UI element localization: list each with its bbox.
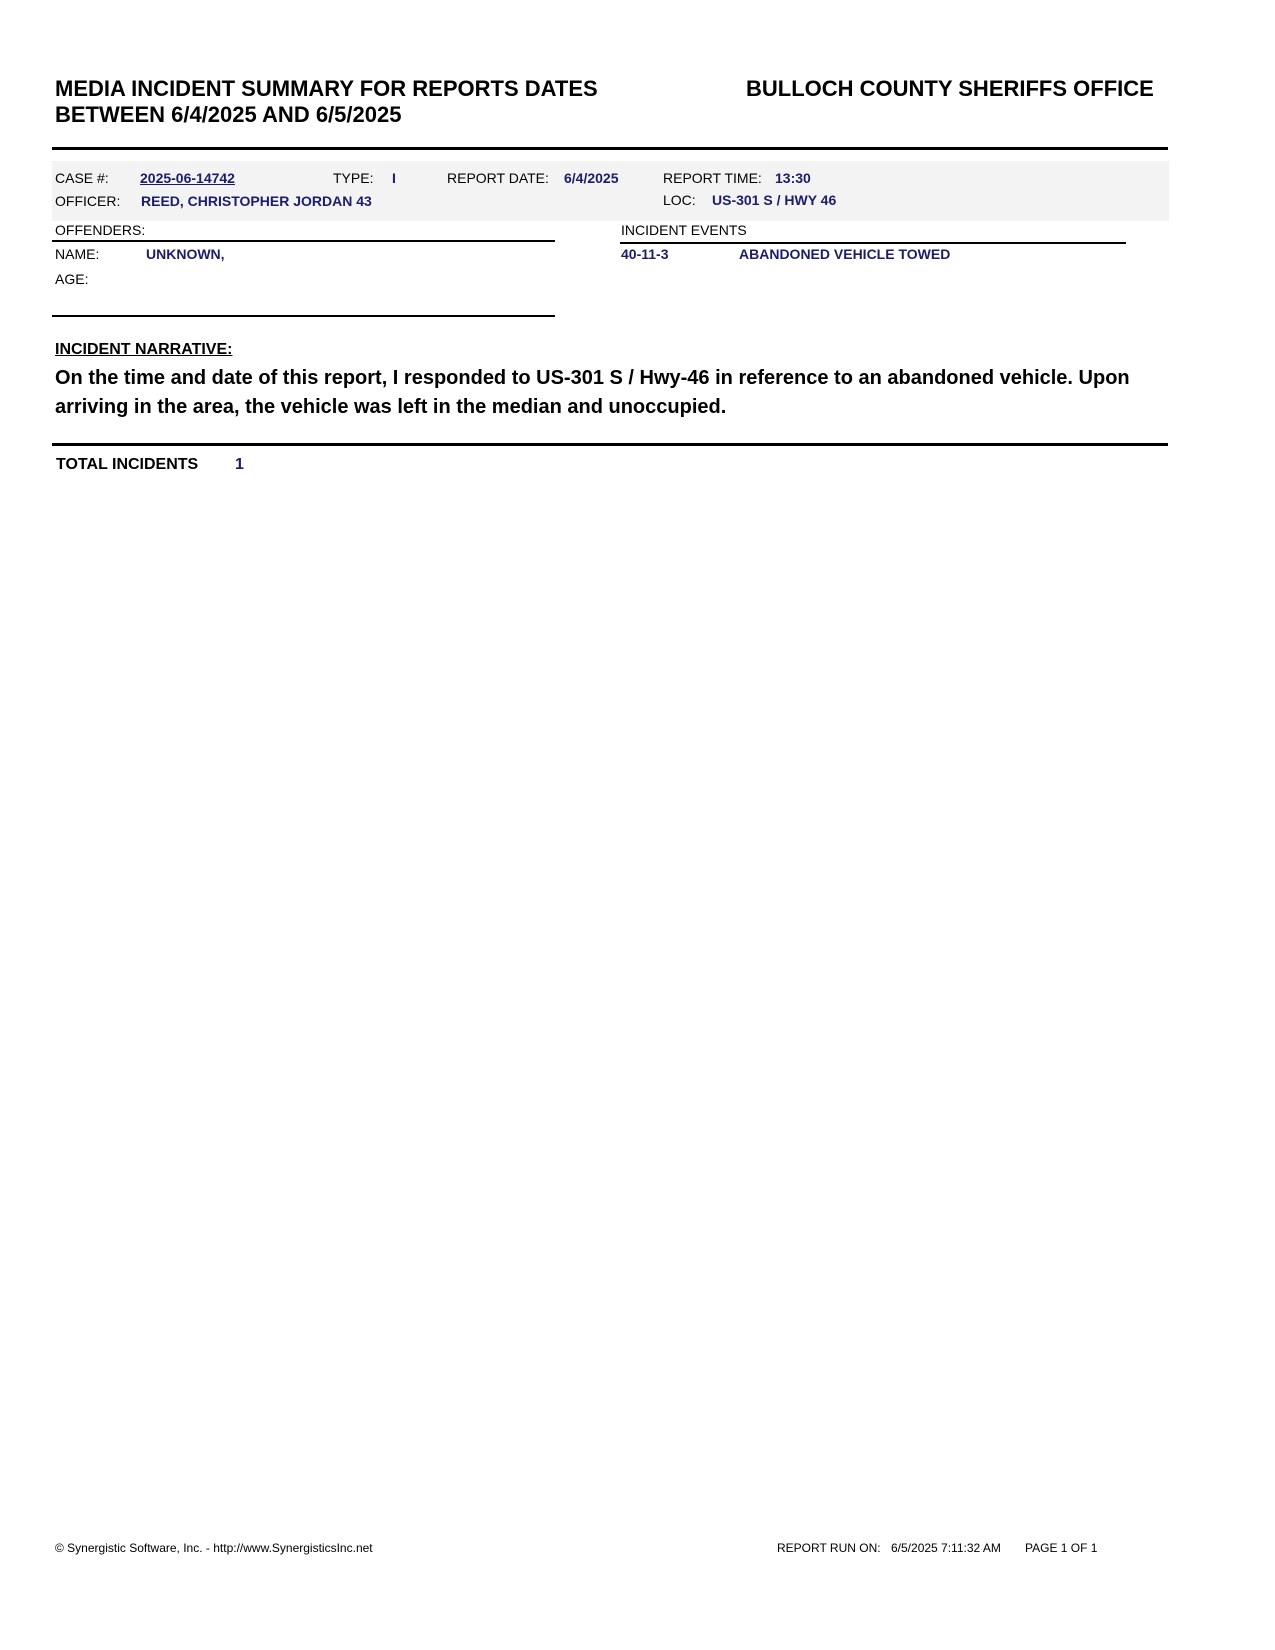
type-value: I (392, 170, 396, 186)
location-value: US-301 S / HWY 46 (712, 192, 837, 208)
narrative-divider (52, 443, 1168, 446)
agency-name: BULLOCH COUNTY SHERIFFS OFFICE (746, 76, 1154, 101)
footer-copyright: © Synergistic Software, Inc. - http://www.SynergisticsInc.net (55, 1541, 373, 1555)
incident-events-heading: INCIDENT EVENTS (621, 222, 747, 238)
type-label: TYPE: (333, 170, 374, 186)
footer-page-number: PAGE 1 OF 1 (1025, 1541, 1098, 1555)
offender-name-value: UNKNOWN, (146, 246, 225, 262)
report-time-value: 13:30 (775, 170, 811, 186)
report-time-label: REPORT TIME: (663, 170, 762, 186)
case-number-label: CASE #: (55, 170, 109, 186)
report-date-value: 6/4/2025 (564, 170, 619, 186)
incident-events-divider (620, 242, 1126, 244)
offender-name-label: NAME: (55, 246, 100, 262)
case-number-link[interactable]: 2025-06-14742 (140, 170, 235, 186)
total-incidents-value: 1 (235, 456, 244, 473)
narrative-text: On the time and date of this report, I responded to US-301 S / Hwy-46 in reference to an abandoned vehicle. Upon arriving in the area, the vehicle was left in the median and unoccupied. (55, 367, 1130, 418)
offenders-bottom-divider (52, 315, 555, 317)
narrative-heading: INCIDENT NARRATIVE: (55, 341, 233, 358)
offenders-heading: OFFENDERS: (55, 222, 146, 238)
event-code: 40-11-3 (621, 246, 669, 262)
location-label: LOC: (663, 192, 696, 208)
footer-run-on-value: 6/5/2025 7:11:32 AM (891, 1541, 1001, 1555)
officer-value: REED, CHRISTOPHER JORDAN 43 (141, 193, 372, 209)
footer-run-on-label: REPORT RUN ON: (777, 1541, 881, 1555)
report-title-line1: MEDIA INCIDENT SUMMARY FOR REPORTS DATES (55, 76, 598, 101)
report-title (55, 76, 598, 128)
officer-label: OFFICER: (55, 193, 121, 209)
header-divider (52, 147, 1168, 150)
total-incidents-label: TOTAL INCIDENTS (56, 456, 199, 473)
offenders-divider (52, 240, 555, 242)
report-date-label: REPORT DATE: (447, 170, 549, 186)
event-description: ABANDONED VEHICLE TOWED (739, 246, 951, 262)
report-title-line2: BETWEEN 6/4/2025 AND 6/5/2025 (55, 102, 402, 127)
offender-age-label: AGE: (55, 271, 89, 287)
